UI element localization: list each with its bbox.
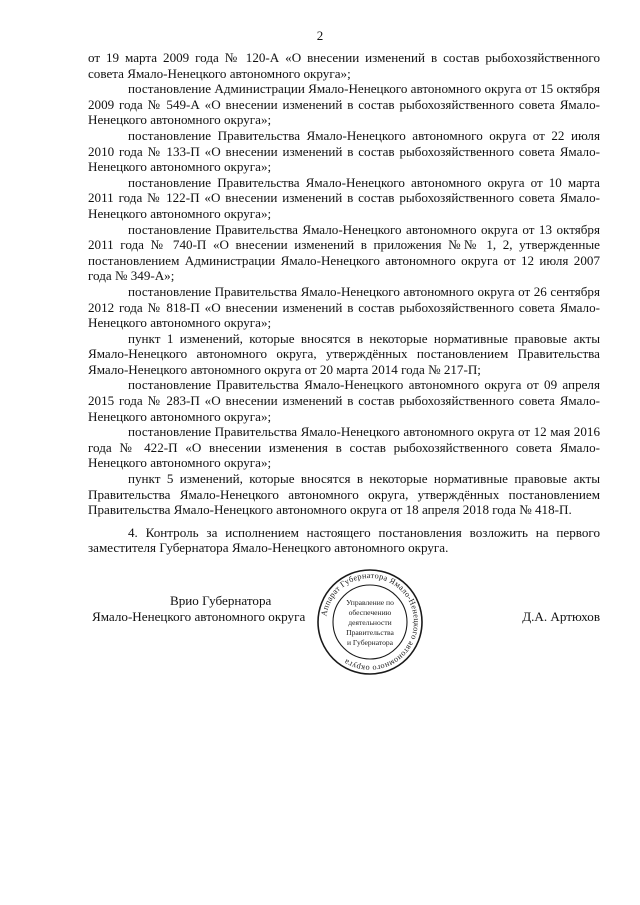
paragraph: постановление Администрации Ямало-Ненецкого автономного округа от 15 октября 2009 года № 549-А «О внесении изменений в состав рыбохозяйственного совета Ямало-Ненецкого автономного округа»; xyxy=(88,81,601,128)
paragraph: пункт 5 изменений, которые вносятся в некоторые нормативные правовые акты Правительства Ямало-Ненецкого автономного округа, утверждённых постановлением Правительства Ямало-Ненецкого автономного округа от 18 апреля 2018 года № 418-П. xyxy=(88,471,600,518)
document-body xyxy=(88,50,600,556)
paragraph: постановление Правительства Ямало-Ненецкого автономного округа от 22 июля 2010 года № 133-П «О внесении изменений в состав рыбохозяйственного совета Ямало-Ненецкого автономного округа»; xyxy=(88,127,600,175)
paragraph: пункт 1 изменений, которые вносятся в некоторые нормативные правовые акты Ямало-Ненецкого автономного округа, утверждённых постановлением Правительства Ямало-Ненецкого автономного округа от 20 марта 2014 года № 217-П; xyxy=(88,330,600,377)
paragraph: постановление Правительства Ямало-Ненецкого автономного округа от 13 октября 2011 года № 740-П «О внесении изменений в приложения №№ 1, 2, утвержденные постановлением Администрации Ямало-Ненецкого автономного округа от 12 июля 2007 года № 349-А»; xyxy=(88,221,600,284)
svg-text:и Губернатора: и Губернатора xyxy=(346,638,394,647)
page-number: 2 xyxy=(316,28,324,43)
control-paragraph: 4. Контроль за исполнением настоящего постановления возложить на первого заместителя Губернатора Ямало-Ненецкого автономного округа. xyxy=(88,524,600,556)
official-seal-stamp xyxy=(316,568,424,676)
signer-title-line1: Врио Губернатора xyxy=(170,593,272,608)
svg-text:обеспечению: обеспечению xyxy=(348,608,392,617)
svg-text:Управление по: Управление по xyxy=(346,598,394,607)
svg-text:деятельности: деятельности xyxy=(348,618,392,627)
paragraph: постановление Правительства Ямало-Ненецкого автономного округа от 09 апреля 2015 года № 283-П «О внесении изменений в состав рыбохозяйственного совета Ямало-Ненецкого автономного округа»; xyxy=(88,377,600,424)
svg-text:Правительства: Правительства xyxy=(346,628,394,637)
signer-name: Д.А. Артюхов xyxy=(522,609,600,624)
paragraph: постановление Правительства Ямало-Ненецкого автономного округа от 26 сентября 2012 года № 818-П «О внесении изменений в состав рыбохозяйственного совета Ямало-Ненецкого автономного округа»; xyxy=(88,283,600,331)
svg-text:Аппарат Губернатора Ямало-Нене: Аппарат Губернатора Ямало-Ненецкого автономного округа xyxy=(319,570,422,674)
signer-title-line2: Ямало-Ненецкого автономного округа xyxy=(92,609,306,624)
paragraph: от 19 марта 2009 года № 120-А «О внесении изменений в состав рыбохозяйственного совета Ямало-Ненецкого автономного округа»; xyxy=(88,50,600,81)
paragraph: постановление Правительства Ямало-Ненецкого автономного округа от 12 мая 2016 года № 422-П «О внесении изменения в состав рыбохозяйственного совета Ямало-Ненецкого автономного округа»; xyxy=(88,424,600,471)
paragraph: постановление Правительства Ямало-Ненецкого автономного округа от 10 марта 2011 года № 122-П «О внесении изменений в состав рыбохозяйственного совета Ямало-Ненецкого автономного округа»; xyxy=(88,174,600,221)
